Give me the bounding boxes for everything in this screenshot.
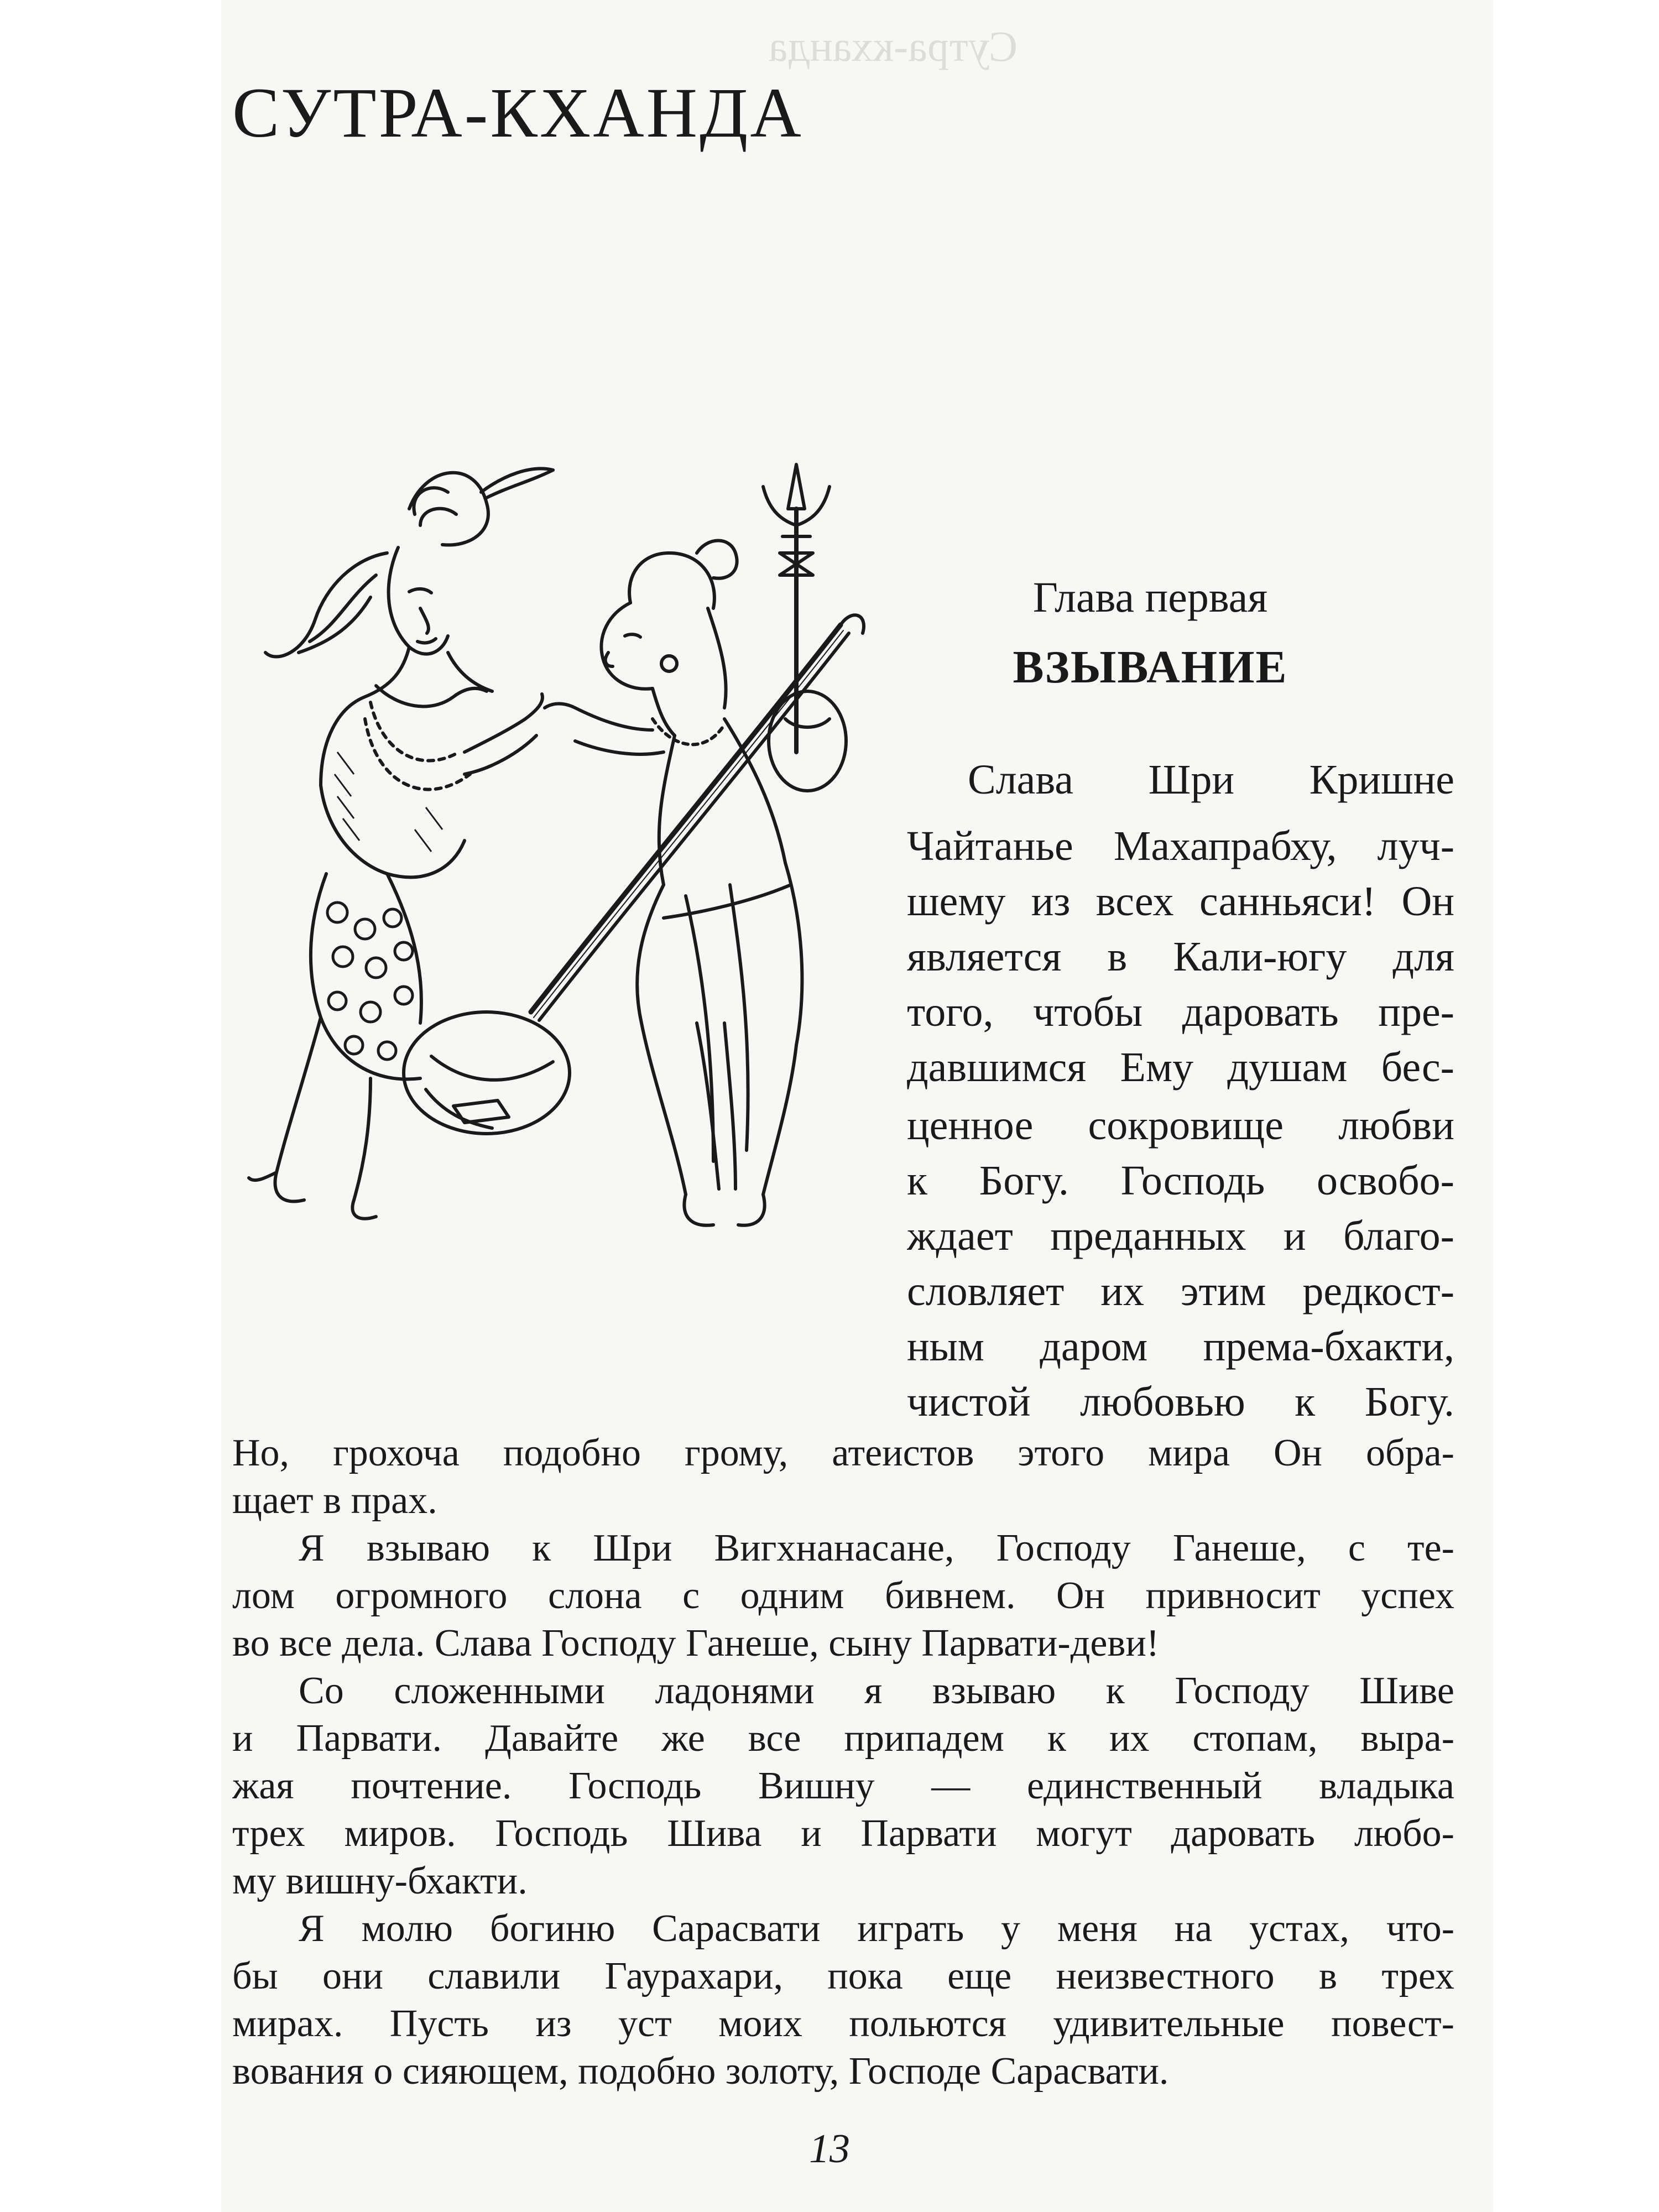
body-line: во все дела. Слава Господу Ганеше, сыну Парвати-деви!	[232, 1622, 1160, 1665]
chapter-title: ВЗЫВАНИЕ	[1013, 641, 1288, 693]
body-line: Я взываю к Шри Вигхнанасане, Господу Ганеше, с те-	[299, 1527, 1454, 1569]
column-line: чистой любовью к Богу.	[907, 1379, 1454, 1425]
body-line: лом огромного слона с одним бивнем. Он привносит успех	[232, 1574, 1454, 1617]
column-line: к Богу. Господь освобо-	[907, 1157, 1454, 1204]
column-line: шему из всех санньяси! Он	[907, 878, 1454, 925]
kanda-title: СУТРА-КХАНДА	[232, 74, 804, 152]
body-line: бы они славили Гаурахари, пока еще неизвестного в трех	[232, 1955, 1454, 1997]
body-line: жая почтение. Господь Вишну — единственный владыка	[232, 1765, 1454, 1807]
body-line: Со сложенными ладонями я взываю к Господу Шиве	[299, 1670, 1454, 1712]
chapter-number-label: Глава первая	[1032, 573, 1268, 621]
body-line: щает в прах.	[232, 1479, 437, 1522]
column-line: словляет их этим редкост-	[907, 1268, 1454, 1314]
column-line: ным даром према-бхакти,	[907, 1323, 1454, 1370]
body-line: вования о сияющем, подобно золоту, Господе Сарасвати.	[232, 2050, 1169, 2093]
column-line: Чайтанье Махапрабху, луч-	[907, 823, 1454, 869]
column-line: давшимся Ему душам бес-	[907, 1044, 1454, 1091]
column-line: Слава Шри Кришне	[968, 757, 1454, 803]
page-number: 13	[809, 2126, 850, 2172]
column-line: является в Кали-югу для	[907, 933, 1454, 980]
body-line: му вишну-бхакти.	[232, 1860, 528, 1902]
body-line: мирах. Пусть из уст моих польются удивительные повест-	[232, 2002, 1454, 2045]
body-line: и Парвати. Давайте же все припадем к их стопам, выра-	[232, 1717, 1454, 1760]
body-line: трех миров. Господь Шива и Парвати могут даровать любо-	[232, 1812, 1454, 1855]
body-line: Но, грохоча подобно грому, атеистов этого мира Он обра-	[232, 1432, 1454, 1474]
body-line: Я молю богиню Сарасвати играть у меня на устах, что-	[299, 1907, 1454, 1950]
column-line: ждает преданных и благо-	[907, 1213, 1454, 1259]
bleed-header: Сутра-кханда	[768, 22, 1018, 70]
column-line: ценное сокровище любви	[907, 1102, 1454, 1149]
column-line: того, чтобы даровать пре-	[907, 989, 1454, 1035]
